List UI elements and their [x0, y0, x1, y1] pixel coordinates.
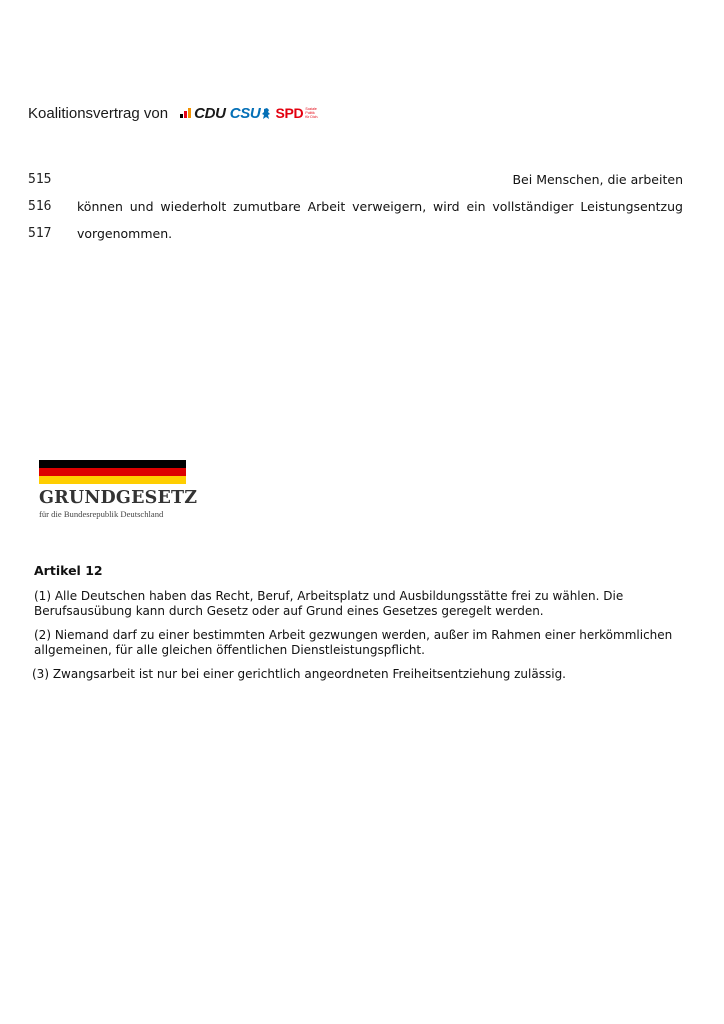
contract-line	[28, 172, 683, 192]
line-text	[77, 199, 683, 214]
word: wiederholt	[160, 199, 227, 214]
document-header	[28, 103, 319, 123]
line-number: 516	[28, 199, 52, 214]
word: Bei	[512, 172, 533, 187]
paragraph-line: (2) Niemand darf zu einer bestimmten Arbeit gezwungen werden, außer im Rahmen einer herkömmlichen	[34, 628, 673, 642]
word: wird	[433, 199, 460, 214]
word: ein	[466, 199, 486, 214]
flag-stripe-red	[39, 468, 186, 476]
grundgesetz-subtitle: für die Bundesrepublik Deutschland	[39, 509, 164, 519]
header-title: Koalitionsvertrag von	[28, 104, 169, 122]
word: Leistungsentzug	[580, 199, 683, 214]
grundgesetz-logo	[39, 460, 198, 519]
paragraph-line: (3) Zwangsarbeit ist nur bei einer gerichtlich angeordneten Freiheitsentziehung zulässig.	[32, 667, 566, 681]
contract-line	[28, 199, 683, 219]
line-number: 515	[28, 172, 52, 187]
line-text	[77, 172, 683, 187]
word: verweigern,	[352, 199, 427, 214]
word: und	[129, 199, 154, 214]
word: arbeiten	[630, 172, 683, 187]
word: können	[77, 199, 123, 214]
word: Menschen,	[536, 172, 604, 187]
word: Arbeit	[307, 199, 346, 214]
word: vorgenommen.	[77, 226, 173, 241]
flag-stripe-black	[39, 460, 186, 468]
word: die	[607, 172, 627, 187]
csu-logo: CSU	[229, 104, 261, 122]
grundgesetz-title: GRUNDGESETZ	[39, 488, 198, 508]
article-paragraph-1	[34, 589, 674, 619]
paragraph-line: Berufsausübung kann durch Gesetz oder auf Grund eines Gesetzes geregelt werden.	[34, 604, 544, 618]
party-logos	[180, 103, 319, 123]
article-title: Artikel 12	[34, 563, 103, 578]
word: zumutbare	[233, 199, 301, 214]
line-text	[77, 226, 683, 241]
flag-stripe-gold	[39, 476, 186, 484]
contract-line	[28, 226, 683, 246]
spd-tagline: Soziale Politik für Dich.	[305, 107, 319, 119]
word: vollständiger	[492, 199, 574, 214]
line-number: 517	[28, 226, 52, 241]
lion-icon	[261, 107, 271, 119]
paragraph-line: allgemeinen, für alle gleichen öffentlichen Dienstleistungspflicht.	[34, 643, 425, 657]
article-12	[34, 563, 674, 691]
article-paragraph-3	[32, 667, 674, 682]
paragraph-line: (1) Alle Deutschen haben das Recht, Beruf, Arbeitsplatz und Ausbildungsstätte frei zu wählen. Die	[34, 589, 624, 603]
article-paragraph-2	[34, 628, 674, 658]
cdu-stripes-icon	[180, 108, 192, 118]
spd-logo: SPD	[275, 105, 304, 121]
cdu-logo: CDU	[194, 104, 226, 122]
